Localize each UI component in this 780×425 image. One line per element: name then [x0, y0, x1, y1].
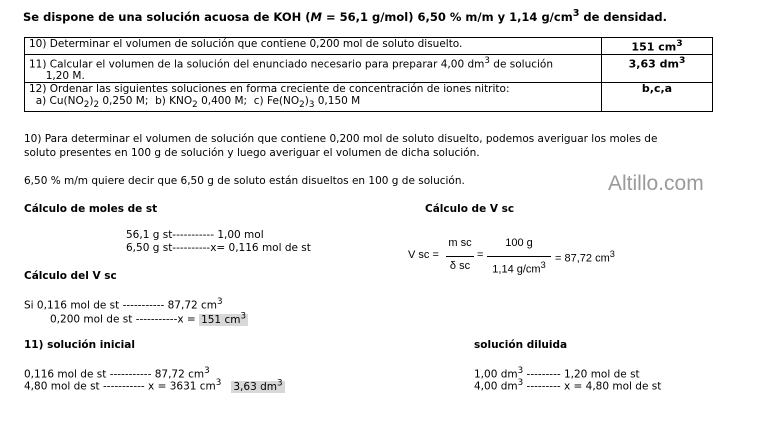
fraction-bar	[446, 256, 474, 257]
explanation-line-3: 6,50 % m/m quiere decir que 6,50 g de soluto están disueltos en 100 g de solución.	[24, 175, 465, 187]
initial-line-2: 4,80 mol de st ----------- x = 3631 $cm^3$ 3,63 $dm^3$	[24, 378, 283, 393]
explanation-line-2: soluto presentes en 100 g de solución y luego averiguar el volumen de dicha solución.	[24, 147, 480, 159]
initial-line-1: 0,116 mol de st ----------- 87,72 $cm^3$	[24, 366, 210, 381]
calc-v-heading: Cálculo del V sc	[24, 270, 117, 282]
problem-statement: Se dispone de una solución acuosa de KOH (M = 56,1 g/mol) 6,50 % m/m y 1,14 $g/cm^3$ de densidad.	[23, 8, 667, 24]
question-10: 10) Determinar el volumen de solución que contiene 0,200 mol de soluto disuelto.	[25, 38, 602, 55]
diluted-line-1: 1,00 $dm^3$ --------- 1,20 mol de st	[474, 366, 640, 381]
vsc-result: = 87,72 $cm^3$	[555, 249, 615, 265]
moles-line-2: 6,50 g st----------x= 0,116 mol de st	[126, 242, 311, 254]
table-row	[25, 54, 713, 83]
question-11: 11) Calcular el volumen de la solución del enunciado necesario para preparar 4,00 $dm^3$ de solución 1,20 M.	[25, 54, 602, 83]
fraction-numerator-msc: m sc	[448, 237, 472, 249]
vsc-lhs: V sc =	[408, 249, 439, 261]
highlight-result: 151 $cm^3$	[201, 311, 247, 326]
diluted-line-2: 4,00 $dm^3$ --------- x = 4,80 mol de st	[474, 378, 662, 393]
answer-12: b,c,a	[602, 83, 713, 112]
calc-v-line-1: Si 0,116 mol de st ----------- 87,72 $cm^3$	[24, 297, 223, 312]
answer-10: 151 $cm^3$	[602, 38, 713, 55]
explanation-line-1: 10) Para determinar el volumen de solución que contiene 0,200 mol de soluto disuelto, podemos averiguar los moles de	[24, 133, 658, 145]
moles-line-1: 56,1 g st----------- 1,00 mol	[126, 229, 264, 241]
answer-11: 3,63 $dm^3$	[602, 54, 713, 83]
diluted-heading: solución diluida	[474, 339, 568, 351]
moles-heading: Cálculo de moles de st	[24, 203, 158, 215]
question-12: 12) Ordenar las siguientes soluciones en forma creciente de concentración de iones nitrito: a) $Cu(NO_2)_2$ 0,250 M; b) $KNO_2$ 0,400 M; c) $Fe(NO_2)_3$ 0,150 M	[25, 83, 602, 112]
table-row	[25, 38, 713, 55]
highlight-result: 3,63 $dm^3$	[233, 378, 283, 393]
table-row	[25, 83, 713, 112]
watermark-logo: Altillo.com	[608, 172, 704, 195]
vsc-heading: Cálculo de V sc	[425, 203, 515, 215]
fraction-bar	[487, 256, 551, 257]
calc-v-line-2: 0,200 mol de st -----------x = 151 $cm^3$	[50, 311, 247, 326]
fraction-denominator-dsc: δ sc	[449, 260, 471, 272]
vsc-equals: =	[477, 249, 484, 261]
fraction-denominator-density: 1,14 $g/cm^3$	[492, 260, 546, 276]
fraction-numerator-mass: 100 g	[505, 237, 533, 249]
section-11-heading: 11) solución inicial	[24, 339, 135, 351]
questions-table	[24, 37, 713, 112]
